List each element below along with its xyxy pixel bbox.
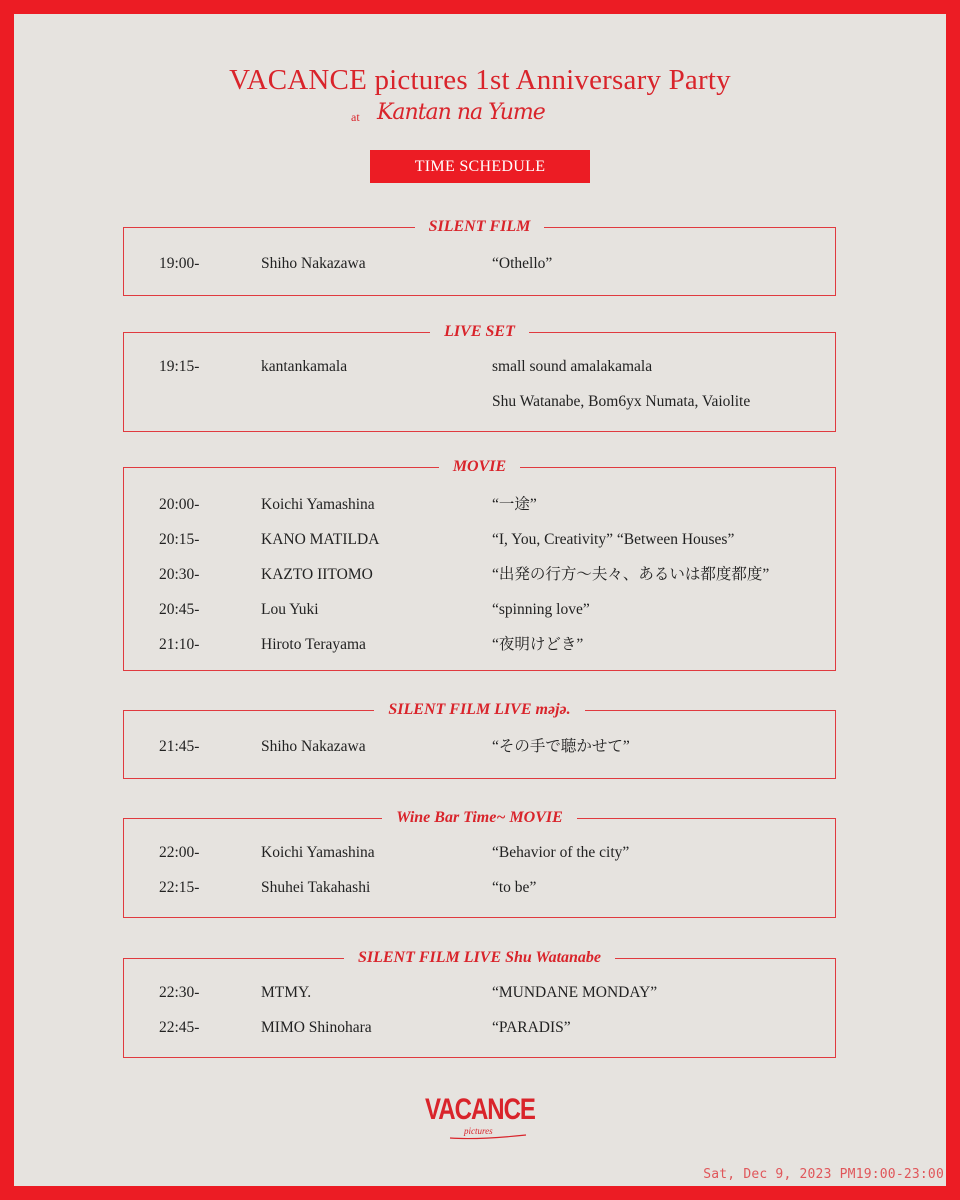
schedule-row	[124, 252, 835, 276]
row-time: 22:00-	[159, 844, 200, 861]
row-artist: Hiroto Terayama	[261, 636, 366, 653]
row-work: “一途”	[492, 496, 537, 513]
schedule-row	[124, 981, 835, 1005]
page-title: VACANCE pictures 1st Anniversary Party	[229, 64, 731, 96]
schedule-row	[124, 876, 835, 900]
vacance-logo	[418, 1092, 542, 1152]
schedule-row	[124, 1016, 835, 1040]
row-time: 22:15-	[159, 879, 200, 896]
venue-prefix: at	[351, 110, 360, 124]
row-time: 20:15-	[159, 531, 200, 548]
section-title: SILENT FILM LIVE məjə.	[374, 700, 584, 720]
row-time: 22:45-	[159, 1019, 200, 1036]
schedule-row	[124, 563, 835, 587]
row-time: 19:00-	[159, 255, 200, 272]
section-movie	[123, 458, 836, 671]
row-artist: Lou Yuki	[261, 601, 319, 618]
row-time: 19:15-	[159, 358, 200, 375]
row-time: 21:45-	[159, 738, 200, 755]
row-time: 22:30-	[159, 984, 200, 1001]
row-work: Shu Watanabe, Bom6yx Numata, Vaiolite	[492, 393, 751, 410]
schedule-row	[124, 735, 835, 759]
row-work: “spinning love”	[492, 601, 590, 618]
section-title: SILENT FILM	[415, 217, 545, 237]
row-work: “Behavior of the city”	[492, 844, 630, 861]
section-title: MOVIE	[439, 457, 520, 477]
row-artist: MIMO Shinohara	[261, 1019, 372, 1036]
schedule-row	[124, 598, 835, 622]
row-artist: Shiho Nakazawa	[261, 738, 366, 755]
row-work: “MUNDANE MONDAY”	[492, 984, 658, 1001]
section-silent-film-live-maja	[123, 701, 836, 779]
section-title: Wine Bar Time~ MOVIE	[382, 808, 577, 828]
row-work: small sound amalakamala	[492, 358, 653, 375]
logo-underline-icon	[448, 1132, 528, 1142]
section-wine-bar-movie	[123, 809, 836, 918]
row-work: “その手で聴かせて”	[492, 738, 630, 755]
row-work: “夜明けどき”	[492, 636, 584, 653]
section-live-set	[123, 323, 836, 432]
row-work: “PARADIS”	[492, 1019, 571, 1036]
row-artist: Shiho Nakazawa	[261, 255, 366, 272]
schedule-row	[124, 528, 835, 552]
poster	[14, 14, 946, 1186]
section-title: LIVE SET	[430, 322, 529, 342]
section-silent-film	[123, 218, 836, 296]
schedule-row	[124, 633, 835, 657]
row-artist: Koichi Yamashina	[261, 496, 375, 513]
section-title: SILENT FILM LIVE Shu Watanabe	[344, 948, 615, 968]
row-time: 20:00-	[159, 496, 200, 513]
row-artist: kantankamala	[261, 358, 348, 375]
venue-script-logo: Kantan na Yume	[377, 100, 545, 125]
row-work: “出発の行方〜夫々、あるいは都度都度”	[492, 566, 770, 583]
row-time: 20:45-	[159, 601, 200, 618]
logo-wordmark: VACANCE	[425, 1092, 535, 1127]
row-artist: KANO MATILDA	[261, 531, 380, 548]
row-work: “Othello”	[492, 255, 553, 272]
schedule-row	[124, 493, 835, 517]
row-work: “to be”	[492, 879, 537, 896]
time-schedule-badge: TIME SCHEDULE	[370, 150, 590, 183]
row-artist: KAZTO IITOMO	[261, 566, 373, 583]
row-time: 21:10-	[159, 636, 200, 653]
logo-subtext: pictures	[464, 1126, 493, 1136]
schedule-row	[124, 390, 835, 414]
venue-line	[351, 96, 611, 132]
row-artist: Shuhei Takahashi	[261, 879, 371, 896]
row-time: 20:30-	[159, 566, 200, 583]
row-work: “I, You, Creativity” “Between Houses”	[492, 531, 735, 548]
section-silent-film-live-shu	[123, 949, 836, 1058]
schedule-row	[124, 841, 835, 865]
schedule-row	[124, 355, 835, 379]
event-datetime: Sat, Dec 9, 2023 PM19:00-23:00	[703, 1167, 944, 1182]
row-artist: MTMY.	[261, 984, 312, 1001]
row-artist: Koichi Yamashina	[261, 844, 375, 861]
